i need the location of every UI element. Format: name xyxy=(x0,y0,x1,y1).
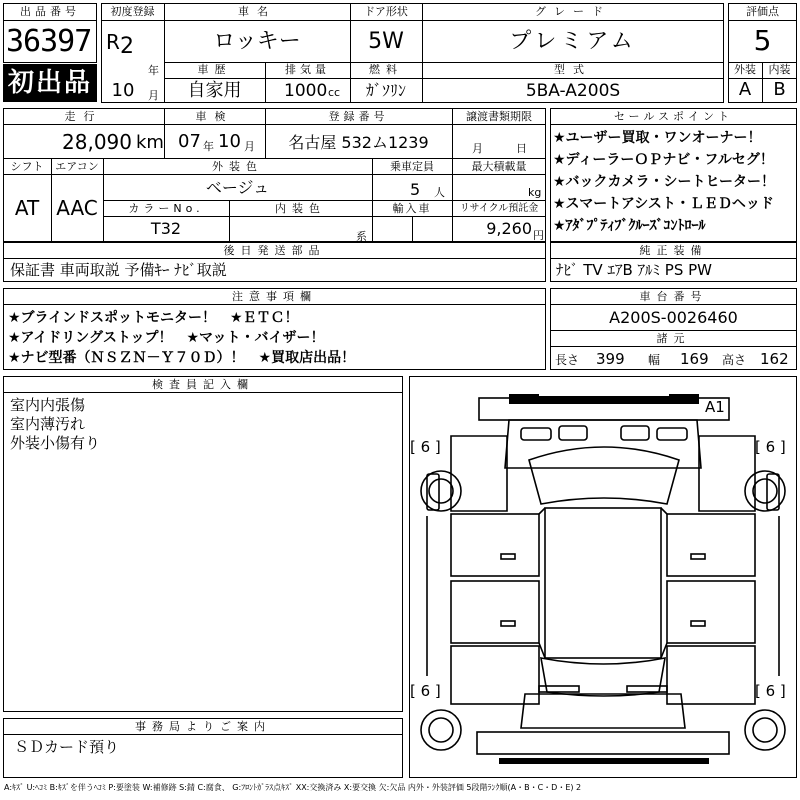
model-label: 型式 xyxy=(554,63,592,76)
ac-type: AAC xyxy=(56,196,98,220)
inspector-line: 外装小傷有り xyxy=(10,434,101,452)
car-body-diagram xyxy=(409,376,797,778)
door-type: 5W xyxy=(368,29,404,54)
displacement-unit: cc xyxy=(328,86,341,99)
chassis-number: A200S-0026460 xyxy=(609,308,738,327)
capacity: 5 xyxy=(410,180,421,199)
recycle-label: リサイクル預託金 xyxy=(459,203,539,214)
history-label: 車歴 xyxy=(197,63,232,76)
ac-label: エアコン xyxy=(55,160,99,173)
lot-number: 36397 xyxy=(6,24,92,59)
capacity-unit: 人 xyxy=(434,186,445,199)
car-name: ロッキー xyxy=(213,29,301,54)
interior-grade: B xyxy=(773,79,786,100)
exterior-grade-label: 外装 xyxy=(734,63,756,76)
tire-tread-rear-left: [ 6 ] xyxy=(410,682,441,700)
interior-color-label: 内装色 xyxy=(275,202,326,215)
score: 5 xyxy=(753,24,772,57)
inspection-month-unit: 月 xyxy=(244,140,255,153)
note-line: ★ブラインドスポットモニター！ ★ＥＴＣ！ xyxy=(8,310,299,326)
history: 自家用 xyxy=(187,80,242,101)
door-label: ドア形状 xyxy=(364,5,408,18)
fuel: ｶﾞｿﾘﾝ xyxy=(365,81,406,100)
height: 162 xyxy=(760,350,789,368)
max-load-label: 最大積載量 xyxy=(471,160,527,173)
note-line: ★ナビ型番（ＮＳＺＮ－Ｙ７０Ｄ）！ ★買取店出品！ xyxy=(8,350,356,366)
sales-point-item: ★スマートアシスト・ＬＥＤヘッド xyxy=(553,196,774,212)
specs-label: 諸元 xyxy=(656,332,691,345)
max-load-unit: kg xyxy=(528,186,542,199)
displacement: 1000 xyxy=(284,81,328,101)
damage-mark: A1 xyxy=(705,398,725,416)
sales-point-item: ★ユーザー買取・ワンオーナー！ xyxy=(553,130,762,146)
inspector-line: 室内内張傷 xyxy=(10,396,86,414)
notes-label: 注意事項欄 xyxy=(232,290,317,303)
color-no: T32 xyxy=(150,219,182,238)
inspection-year-unit: 年 xyxy=(203,140,214,153)
first-reg-month: 10 xyxy=(111,80,135,101)
office-note: ＳＤカード預り xyxy=(14,738,120,756)
lot-number-label: 出品番号 xyxy=(20,5,80,18)
import-label: 輸入車 xyxy=(392,202,432,215)
office-label: 事務局よりご案内 xyxy=(135,720,271,733)
damage-legend: A:ｷｽﾞ U:ﾍｺﾐ B:ｷｽﾞを伴うﾍｺﾐ P:要塗装 W:補修跡 S:錆 C:腐食、 G:ﾌﾛﾝﾄｶﾞﾗｽ点ｷｽﾞ XX:交換済み X:要交換 欠:欠品 内外・外装評価 5段階ﾗﾝｸ順(A・B・C・D・E) 2 xyxy=(4,783,582,792)
displacement-label: 排気量 xyxy=(285,63,330,76)
inspector-label: 検査員記入欄 xyxy=(152,378,254,391)
inspector-line: 室内薄汚れ xyxy=(10,415,86,433)
interior-grade-label: 内装 xyxy=(768,63,791,76)
inspection-year: 07 xyxy=(178,131,201,152)
width: 169 xyxy=(680,350,709,368)
plate-number: 名古屋 532ム1239 xyxy=(288,133,429,152)
mileage-unit: km xyxy=(136,132,164,153)
later-parts: 保証書 車両取説 予備ｷｰ ﾅﾋﾞ取説 xyxy=(10,261,227,279)
transfer-day-unit: 日 xyxy=(516,142,527,155)
equipment: ﾅﾋﾞ TV ｴｱB ｱﾙﾐ PS PW xyxy=(556,261,712,279)
later-parts-label: 後日発送部品 xyxy=(223,244,326,257)
shift-label: シフト xyxy=(10,160,44,173)
tire-tread-front-left: [ 6 ] xyxy=(410,438,441,456)
inspection-label: 車検 xyxy=(195,110,234,123)
car-name-label: 車名 xyxy=(238,5,276,18)
sales-points-label: セールスポイント xyxy=(613,110,733,123)
fuel-label: 燃料 xyxy=(369,63,403,76)
length-label: 長さ xyxy=(555,353,580,367)
height-label: 高さ xyxy=(722,353,747,367)
sales-point-item: ★ｱﾀﾞﾌﾟﾃｨﾌﾞｸﾙｰｽﾞｺﾝﾄﾛｰﾙ xyxy=(553,218,706,234)
recycle-unit: 円 xyxy=(533,229,544,242)
mileage: 28,090 xyxy=(62,130,132,154)
interior-color-unit: 系 xyxy=(356,230,367,243)
sales-point-item: ★ディーラーＯＰナビ・フルセグ！ xyxy=(553,152,774,168)
first-reg-year: 2 xyxy=(120,34,134,59)
tire-tread-rear-right: [ 6 ] xyxy=(755,682,786,700)
grade-label: グレード xyxy=(535,5,611,18)
shift-type: AT xyxy=(14,196,40,220)
equipment-label: 純正装備 xyxy=(639,244,708,257)
capacity-label: 乗車定員 xyxy=(390,160,434,173)
exterior-grade: A xyxy=(738,79,752,100)
year-unit: 年 xyxy=(148,64,159,77)
month-unit: 月 xyxy=(148,89,159,102)
recycle-fee: 9,260 xyxy=(486,219,532,238)
inspection-month: 10 xyxy=(218,131,241,152)
length: 399 xyxy=(596,350,625,368)
chassis-label: 車台番号 xyxy=(639,290,708,303)
grade: プレミアム xyxy=(509,29,637,54)
score-label: 評価点 xyxy=(746,5,779,18)
note-line: ★アイドリングストップ！ ★マット・バイザー！ xyxy=(8,330,325,346)
plate-label: 登録番号 xyxy=(328,110,389,123)
first-reg-label: 初度登録 xyxy=(110,5,155,18)
color-label: 外装色 xyxy=(212,160,263,173)
body-color: ベージュ xyxy=(205,178,270,197)
mileage-label: 走行 xyxy=(64,110,103,123)
tire-tread-front-right: [ 6 ] xyxy=(755,438,786,456)
era: R xyxy=(106,30,120,54)
transfer-doc-label: 譲渡書類期限 xyxy=(466,110,532,123)
sales-point-item: ★バックカメラ・シートヒーター！ xyxy=(553,174,775,190)
color-no-label: カラーNo. xyxy=(128,202,204,215)
transfer-month-unit: 月 xyxy=(472,142,483,155)
width-label: 幅 xyxy=(648,353,661,367)
first-listing-badge: 初出品 xyxy=(3,64,97,102)
model-code: 5BA-A200S xyxy=(525,81,621,101)
